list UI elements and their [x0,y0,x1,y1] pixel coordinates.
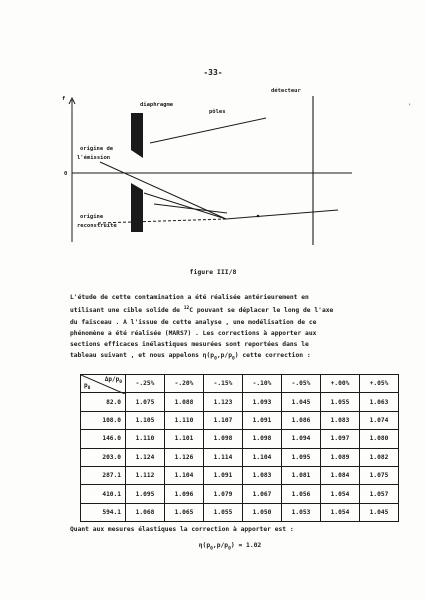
value-cell: 1.056 [282,485,321,503]
origin-emission-label-1: origine de [80,146,114,152]
table-row [81,411,399,429]
value-cell: 1.068 [126,503,165,521]
margin-mark: ' [408,103,412,110]
conclusion [70,522,360,557]
value-cell: 1.082 [360,448,399,466]
value-cell: 1.091 [204,466,243,484]
conclusion-equation: $\eta(p_0,p/p_0) = 1.02$ [198,542,262,552]
value-cell: 1.096 [165,485,204,503]
value-cell: 1.045 [282,393,321,411]
value-cell: 1.093 [243,393,282,411]
value-cell: 1.126 [165,448,204,466]
value-cell: 1.088 [165,393,204,411]
row-p0-cell: 146.0 [81,430,126,448]
poles-label: pôles [209,109,226,115]
table-body [81,393,399,522]
axis-zero-label: 0 [64,171,68,177]
column-header: +.00% [321,375,360,393]
row-p0-cell: 594.1 [81,503,126,521]
table-row [81,448,399,466]
column-header: -.20% [165,375,204,393]
value-cell: 1.105 [126,411,165,429]
row-p0-cell: 287.1 [81,466,126,484]
table-row [81,430,399,448]
value-cell: 1.094 [282,430,321,448]
diaphragm-lower [131,183,143,232]
value-cell: 1.097 [321,430,360,448]
value-cell: 1.114 [204,448,243,466]
trajectory-right [226,210,338,219]
value-cell: 1.104 [243,448,282,466]
paragraph-line: utilisant une cible solide de $^{12}$C pouvant se déplacer le long de l'axe [70,306,334,315]
value-cell: 1.095 [282,448,321,466]
value-cell: 1.074 [360,411,399,429]
value-cell: 1.080 [360,430,399,448]
figure-caption: figure III/8 [189,268,237,276]
body-paragraph [70,292,370,365]
table-row [81,466,399,484]
table-row [81,393,399,411]
value-cell: 1.054 [321,503,360,521]
table-header-row [81,375,399,393]
trajectory-upper [154,204,227,213]
paragraph-line: sections efficaces inélastiques mesurées sont reportées dans le [70,340,309,348]
value-cell: 1.083 [321,411,360,429]
value-cell: 1.067 [243,485,282,503]
paragraph-line: L'étude de cette contamination a été réalisée antérieurement en [70,294,309,301]
row-p0-cell: 203.0 [81,448,126,466]
pole-line [150,118,266,143]
value-cell: 1.104 [165,466,204,484]
reconstructed-dashed-line [98,219,226,223]
trajectory-short [144,193,226,219]
corner-bottom-label: $p_0$ [84,382,91,392]
column-header: -.15% [204,375,243,393]
value-cell: 1.098 [243,430,282,448]
column-header: -.25% [126,375,165,393]
row-p0-cell: 82.0 [81,393,126,411]
value-cell: 1.054 [321,485,360,503]
value-cell: 1.081 [282,466,321,484]
value-cell: 1.110 [165,411,204,429]
detector-label: détecteur [271,88,301,94]
value-cell: 1.050 [243,503,282,521]
table-corner-cell [81,375,126,393]
value-cell: 1.095 [126,485,165,503]
value-cell: 1.101 [165,430,204,448]
optics-figure [0,0,426,270]
value-cell: 1.065 [165,503,204,521]
diaphragm-label: diaphragme [140,102,174,108]
page-number: -33- [203,68,223,77]
origin-emission-label-2: l'émission [77,155,111,161]
axis-f-label: f [62,96,66,102]
paragraph-line: phénomène a été réalisée (MARS7) . Les corrections à apporter aux [70,329,317,337]
correction-table [80,374,399,522]
value-cell: 1.089 [321,448,360,466]
column-header: +.05% [360,375,399,393]
value-cell: 1.112 [126,466,165,484]
origin-reconstructed-label-2: reconstruite [77,223,117,229]
paragraph-line: du faisceau . A l'issue de cette analyse , une modélisation de ce [70,318,317,326]
value-cell: 1.045 [360,503,399,521]
row-p0-cell: 108.0 [81,411,126,429]
paragraph-line: tableau suivant , et nous appelons $\eta(p_0,p/p_0)$ cette correction : [70,352,311,362]
value-cell: 1.079 [204,485,243,503]
value-cell: 1.075 [126,393,165,411]
value-cell: 1.075 [360,466,399,484]
origin-reconstructed-label-1: origine [80,214,104,220]
value-cell: 1.107 [204,411,243,429]
corner-top-label: $\Delta p/p_0$ [104,376,122,386]
value-cell: 1.083 [243,466,282,484]
detector-hit-dot [257,215,260,218]
column-header: -.10% [243,375,282,393]
value-cell: 1.055 [204,503,243,521]
value-cell: 1.057 [360,485,399,503]
value-cell: 1.086 [282,411,321,429]
table-row [81,485,399,503]
value-cell: 1.055 [321,393,360,411]
value-cell: 1.063 [360,393,399,411]
value-cell: 1.091 [243,411,282,429]
row-p0-cell: 410.1 [81,485,126,503]
value-cell: 1.053 [282,503,321,521]
table-row [81,503,399,521]
value-cell: 1.123 [204,393,243,411]
value-cell: 1.098 [204,430,243,448]
diaphragm-upper [131,113,143,158]
value-cell: 1.110 [126,430,165,448]
conclusion-line: Quant aux mesures élastiques la correction à apporter est : [70,526,294,533]
value-cell: 1.124 [126,448,165,466]
value-cell: 1.084 [321,466,360,484]
column-header: -.05% [282,375,321,393]
